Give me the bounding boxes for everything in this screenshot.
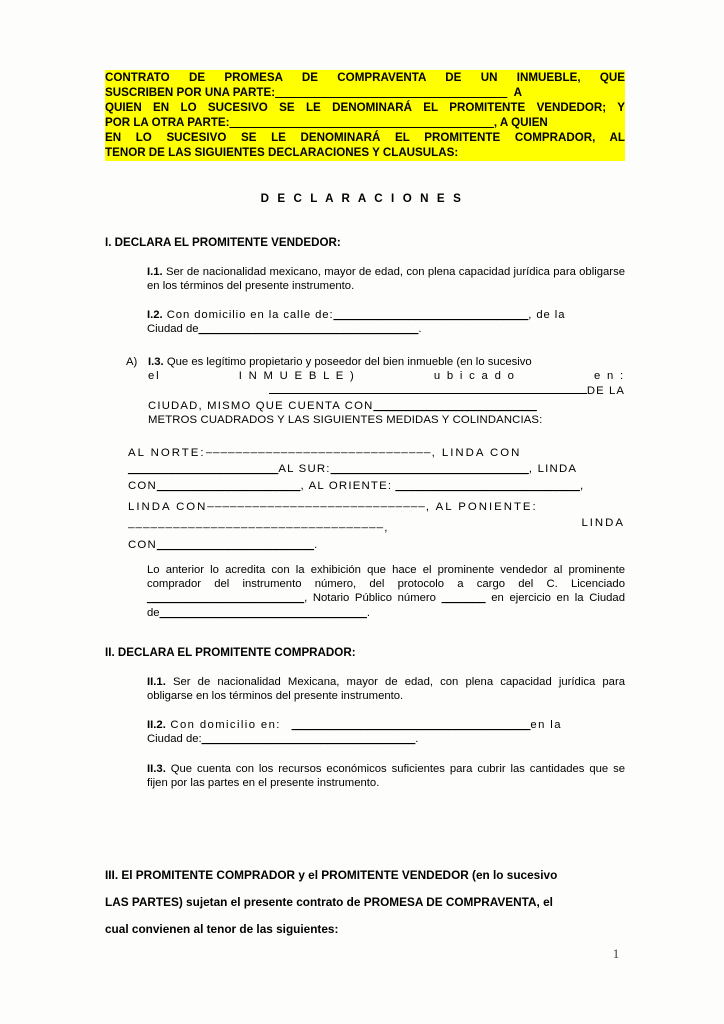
clause-i3-blank-metros: __________________________ bbox=[373, 399, 537, 412]
title-blank-vendedor: ____________________________________ bbox=[275, 86, 508, 100]
clause-ii2-text-c: Ciudad de: bbox=[147, 733, 202, 746]
clause-i3-text-b: DE LA bbox=[586, 385, 625, 398]
title-line-3: QUIEN EN LO SUCESIVO SE LE DENOMINARÁ EL PROMITENTE VENDEDOR; Y bbox=[105, 101, 625, 115]
boundary-line-linda-final: __________________________________, LINDA bbox=[128, 517, 625, 535]
notary-text-a: Lo anterior lo acredita con la exhibición que hace el prominente vendedor al prominente comprador del instrumento número, del protocolo a cargo del C. Licenciado bbox=[147, 564, 625, 591]
boundary-blank-con2: _____________________ bbox=[156, 479, 301, 492]
boundary-blank-con3: _____________________________ bbox=[207, 495, 426, 508]
clause-ii2-line-2 bbox=[147, 732, 625, 746]
notary-blank-ciudad: _________________________________ bbox=[159, 606, 367, 619]
clause-i1-text: Ser de nacionalidad mexicano, mayor de edad, con plena capacidad jurídica para obligarse en los términos del presente instrumento. bbox=[147, 266, 625, 293]
list-marker-a: A) bbox=[126, 356, 138, 368]
clause-i2-text-c: Ciudad de bbox=[147, 323, 199, 336]
section-3-line-2: LAS PARTES) sujetan el presente contrato de PROMESA DE COMPRAVENTA, el bbox=[105, 895, 553, 909]
clause-i2-text-d: . bbox=[418, 323, 422, 336]
clause-ii2-text-b: en la bbox=[530, 719, 562, 731]
clause-ii2-text-d: . bbox=[415, 733, 419, 746]
clause-i2-text-b: , de la bbox=[528, 309, 566, 321]
page-number: 1 bbox=[612, 946, 620, 961]
clause-ii1-text: Ser de nacionalidad Mexicana, mayor de edad, con plena capacidad jurídica para obligarse en los términos del presente instrumento. bbox=[147, 676, 625, 703]
section-2-heading: II. DECLARA EL PROMITENTE COMPRADOR: bbox=[105, 646, 356, 659]
title-line-4: POR LA OTRA PARTE:_________________________________________, A QUIEN bbox=[105, 115, 625, 130]
property-boundaries-block bbox=[128, 440, 625, 553]
clause-ii2-blank-ciudad: __________________________________ bbox=[201, 733, 416, 746]
clause-ii3-label: II.3. bbox=[147, 763, 166, 775]
boundary-blank-oriente: ___________________________ bbox=[395, 479, 580, 492]
clause-ii1-label: II.1. bbox=[147, 676, 166, 688]
title-line-1: CONTRATO DE PROMESA DE COMPRAVENTA DE UN INMUEBLE, QUE bbox=[105, 71, 625, 84]
boundary-blank-con4: _______________________ bbox=[156, 538, 315, 551]
contract-title-highlighted bbox=[105, 70, 625, 161]
clause-i2-blank-ciudad: ___________________________________ bbox=[198, 323, 419, 336]
boundary-line-oriente: CON_____________________, AL ORIENTE: ___________________________, bbox=[128, 479, 584, 492]
notary-paragraph bbox=[147, 563, 625, 620]
section-1-heading: I. DECLARA EL PROMITENTE VENDEDOR: bbox=[105, 236, 341, 249]
clause-ii2-blank-domicilio: ______________________________________ bbox=[291, 719, 531, 731]
boundary-line-norte: AL NORTE:______________________________, LINDA CON bbox=[128, 442, 522, 460]
clause-i3 bbox=[148, 355, 625, 427]
clause-ii3-text: Que cuenta con los recursos económicos suficientes para cubrir las cantidades que se fijen por las partes en el presente instrumento. bbox=[147, 763, 625, 790]
clause-ii2-line-1 bbox=[147, 718, 625, 732]
boundary-blank-con1: ______________________ bbox=[128, 463, 279, 476]
clause-i3-text-a: Que es legítimo propietario y poseedor del bien inmueble (en lo sucesivo bbox=[163, 356, 532, 368]
title-line-5: EN LO SUCESIVO SE LE DENOMINARÁ EL PROMITENTE COMPRADOR, AL bbox=[105, 131, 625, 145]
boundary-line-con-final: CON_______________________. bbox=[128, 538, 318, 551]
clause-i3-line-2: el I N M U E B L E ) u b i c a d o e n : bbox=[148, 370, 625, 383]
clause-i2-line-1 bbox=[147, 308, 625, 322]
clause-i1-label: I.1. bbox=[147, 266, 163, 278]
notary-text-c: en ejercicio en la Ciudad de bbox=[147, 592, 625, 619]
title-line-6: TENOR DE LAS SIGUIENTES DECLARACIONES Y CLAUSULAS: bbox=[105, 145, 625, 160]
clause-ii1 bbox=[147, 675, 625, 703]
clause-i3-line-5 bbox=[148, 413, 625, 427]
clause-ii3 bbox=[147, 762, 625, 790]
boundary-line-sur: ______________________AL SUR:_____________________________, LINDA bbox=[128, 463, 578, 476]
boundary-line-poniente: LINDA CON_____________________________, AL PONIENTE: bbox=[128, 495, 538, 514]
clause-i3-label: I.3. bbox=[148, 356, 164, 368]
clause-i3-text-c: CIUDAD, MISMO QUE CUENTA CON bbox=[148, 399, 374, 412]
clause-i2-blank-calle: _______________________________ bbox=[333, 309, 529, 321]
clause-i3-text-e: METROS CUADRADOS Y LAS SIGUIENTES MEDIDAS Y COLINDANCIAS: bbox=[148, 413, 543, 426]
clause-i1 bbox=[147, 265, 625, 293]
clause-i2-line-2 bbox=[147, 322, 625, 336]
clause-i2 bbox=[147, 308, 625, 336]
boundary-blank-sur: _____________________________ bbox=[330, 463, 529, 476]
clause-i3-line-1 bbox=[148, 355, 625, 369]
clause-i2-text-a: Con domicilio en la calle de: bbox=[162, 309, 334, 321]
notary-blank-licenciado: _________________________ bbox=[147, 592, 305, 605]
boundary-blank-poniente: __________________________________ bbox=[128, 517, 385, 530]
clause-ii2 bbox=[147, 718, 625, 746]
boundary-blank-norte: ______________________________ bbox=[205, 442, 432, 454]
clause-i3-blank-ubicacion bbox=[269, 383, 587, 394]
declaraciones-heading: D E C L A R A C I O N E S bbox=[260, 192, 464, 205]
section-3-line-3: cual convienen al tenor de las siguientes: bbox=[105, 922, 339, 936]
section-3-paragraph bbox=[105, 862, 625, 943]
clause-ii2-label: II.2. bbox=[147, 719, 166, 731]
notary-text-b: , Notario Público número bbox=[304, 592, 442, 605]
clause-i3-line-4 bbox=[148, 399, 625, 413]
clause-ii2-text-a: Con domicilio en: bbox=[165, 719, 286, 731]
section-3-line-1: III. El PROMITENTE COMPRADOR y el PROMITENTE VENDEDOR (en lo sucesivo bbox=[105, 868, 558, 882]
clause-i2-label: I.2. bbox=[147, 309, 163, 321]
notary-text-d: . bbox=[366, 606, 371, 619]
notary-blank-numero: _______ bbox=[441, 592, 486, 605]
title-blank-comprador: _________________________________________ bbox=[229, 116, 494, 130]
clause-i3-line-3 bbox=[148, 383, 625, 398]
title-line-2: SUSCRIBEN POR UNA PARTE:____________________________________ A bbox=[105, 85, 625, 100]
